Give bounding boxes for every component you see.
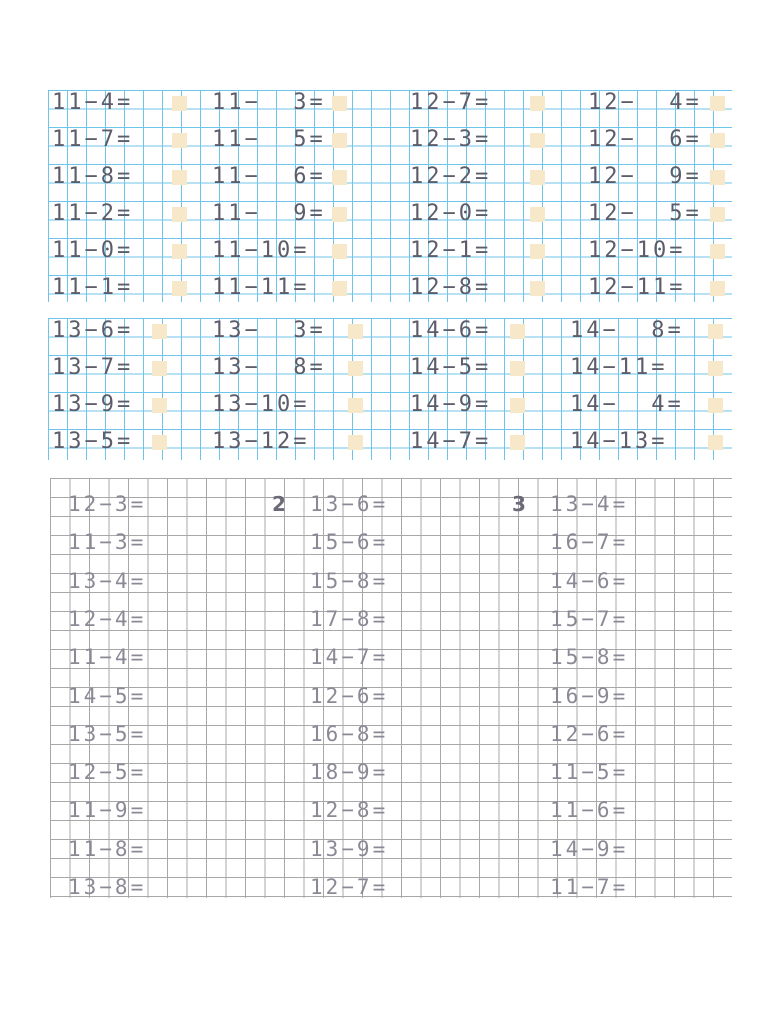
exercise-item: 12−1=	[410, 238, 492, 263]
exercise-item: 11−8=	[68, 836, 147, 861]
answer-box[interactable]	[348, 435, 363, 450]
column-number-3: 3	[512, 492, 526, 516]
exercise-item: 13−5=	[68, 721, 147, 746]
exercise-item: 13−6=	[52, 318, 134, 343]
exercise-item: 11−8=	[52, 164, 134, 189]
answer-box[interactable]	[710, 96, 725, 111]
exercise-item: 12−7=	[410, 90, 492, 115]
exercise-item: 11−1=	[52, 275, 134, 300]
exercise-item: 14−6=	[550, 568, 629, 593]
exercise-item: 13−6=	[310, 492, 389, 516]
exercise-item: 12−5=	[68, 760, 147, 785]
answer-box[interactable]	[710, 207, 725, 222]
answer-box[interactable]	[710, 133, 725, 148]
exercise-item: 11−9=	[68, 798, 147, 823]
exercise-item: 13−9=	[52, 392, 134, 417]
answer-box[interactable]	[708, 398, 723, 413]
exercise-item: 12−3=	[410, 127, 492, 152]
exercise-item: 11−3=	[68, 530, 147, 555]
exercise-item: 12−6=	[550, 721, 629, 746]
answer-box[interactable]	[530, 133, 545, 148]
exercise-item: 14−5=	[410, 355, 492, 380]
exercise-item: 16−7=	[550, 530, 629, 555]
exercise-item: 13−4=	[550, 492, 629, 516]
exercise-item: 12− 4=	[588, 90, 702, 115]
answer-box[interactable]	[530, 281, 545, 296]
answer-box[interactable]	[172, 96, 187, 111]
exercise-item: 14−9=	[410, 392, 492, 417]
exercise-item: 15−8=	[310, 568, 389, 593]
exercise-item: 13−8=	[68, 875, 147, 899]
answer-box[interactable]	[332, 170, 347, 185]
exercise-item: 11−10=	[212, 238, 310, 263]
blue-grid-section-a	[48, 90, 732, 302]
exercise-item: 17−8=	[310, 606, 389, 631]
exercise-item: 11−6=	[550, 798, 629, 823]
answer-box[interactable]	[510, 435, 525, 450]
exercise-item: 15−6=	[310, 530, 389, 555]
answer-box[interactable]	[710, 170, 725, 185]
answer-box[interactable]	[172, 207, 187, 222]
exercise-item: 14−7=	[310, 645, 389, 670]
exercise-item: 11− 6=	[212, 164, 326, 189]
exercise-item: 14− 4=	[570, 392, 684, 417]
exercise-item: 15−7=	[550, 606, 629, 631]
answer-box[interactable]	[332, 244, 347, 259]
answer-box[interactable]	[510, 398, 525, 413]
exercise-item: 12−4=	[68, 606, 147, 631]
exercise-item: 11−7=	[550, 875, 629, 899]
answer-box[interactable]	[708, 361, 723, 376]
exercise-item: 14−6=	[410, 318, 492, 343]
exercise-item: 14− 8=	[570, 318, 684, 343]
exercise-item: 13−4=	[68, 568, 147, 593]
answer-box[interactable]	[510, 361, 525, 376]
exercise-item: 12−0=	[410, 201, 492, 226]
exercise-item: 11−2=	[52, 201, 134, 226]
exercise-item: 11− 3=	[212, 90, 326, 115]
exercise-item: 13−12=	[212, 429, 310, 454]
exercise-item: 13−7=	[52, 355, 134, 380]
answer-box[interactable]	[348, 398, 363, 413]
answer-box[interactable]	[152, 361, 167, 376]
exercise-item: 12−11=	[588, 275, 686, 300]
exercise-item: 11−0=	[52, 238, 134, 263]
exercise-item: 12−2=	[410, 164, 492, 189]
answer-box[interactable]	[152, 435, 167, 450]
answer-box[interactable]	[708, 324, 723, 339]
answer-box[interactable]	[332, 281, 347, 296]
exercise-item: 14−5=	[68, 683, 147, 708]
answer-box[interactable]	[530, 170, 545, 185]
answer-box[interactable]	[172, 133, 187, 148]
exercise-item: 13−9=	[310, 836, 389, 861]
answer-box[interactable]	[348, 361, 363, 376]
exercise-item: 12−8=	[410, 275, 492, 300]
exercise-item: 13−5=	[52, 429, 134, 454]
exercise-item: 12− 9=	[588, 164, 702, 189]
exercise-item: 11− 9=	[212, 201, 326, 226]
exercise-item: 13−10=	[212, 392, 310, 417]
exercise-item: 11−4=	[68, 645, 147, 670]
exercise-item: 11− 5=	[212, 127, 326, 152]
answer-box[interactable]	[510, 324, 525, 339]
answer-box[interactable]	[332, 207, 347, 222]
answer-box[interactable]	[710, 281, 725, 296]
exercise-item: 12−8=	[310, 798, 389, 823]
exercise-item: 14−7=	[410, 429, 492, 454]
answer-box[interactable]	[348, 324, 363, 339]
answer-box[interactable]	[172, 170, 187, 185]
exercise-item: 14−13=	[570, 429, 668, 454]
exercise-item: 11−11=	[212, 275, 310, 300]
exercise-item: 11−5=	[550, 760, 629, 785]
exercise-item: 12− 5=	[588, 201, 702, 226]
exercise-item: 14−9=	[550, 836, 629, 861]
answer-box[interactable]	[152, 398, 167, 413]
exercise-item: 13− 8=	[212, 355, 326, 380]
answer-box[interactable]	[710, 244, 725, 259]
exercise-item: 12−7=	[310, 875, 389, 899]
answer-box[interactable]	[708, 435, 723, 450]
exercise-item: 12−6=	[310, 683, 389, 708]
exercise-item: 14−11=	[570, 355, 668, 380]
answer-box[interactable]	[530, 244, 545, 259]
exercise-item: 12−3=	[68, 492, 147, 516]
exercise-item: 16−9=	[550, 683, 629, 708]
answer-box[interactable]	[530, 96, 545, 111]
exercise-item: 18−9=	[310, 760, 389, 785]
answer-box[interactable]	[172, 244, 187, 259]
exercise-item: 12− 6=	[588, 127, 702, 152]
column-number-2: 2	[272, 492, 286, 516]
exercise-item: 15−8=	[550, 645, 629, 670]
answer-box[interactable]	[332, 133, 347, 148]
exercise-item: 13− 3=	[212, 318, 326, 343]
answer-box[interactable]	[172, 281, 187, 296]
answer-box[interactable]	[152, 324, 167, 339]
exercise-item: 12−10=	[588, 238, 686, 263]
answer-box[interactable]	[332, 96, 347, 111]
exercise-item: 11−4=	[52, 90, 134, 115]
answer-box[interactable]	[530, 207, 545, 222]
exercise-item: 11−7=	[52, 127, 134, 152]
exercise-item: 16−8=	[310, 721, 389, 746]
gray-grid-section	[50, 478, 732, 898]
